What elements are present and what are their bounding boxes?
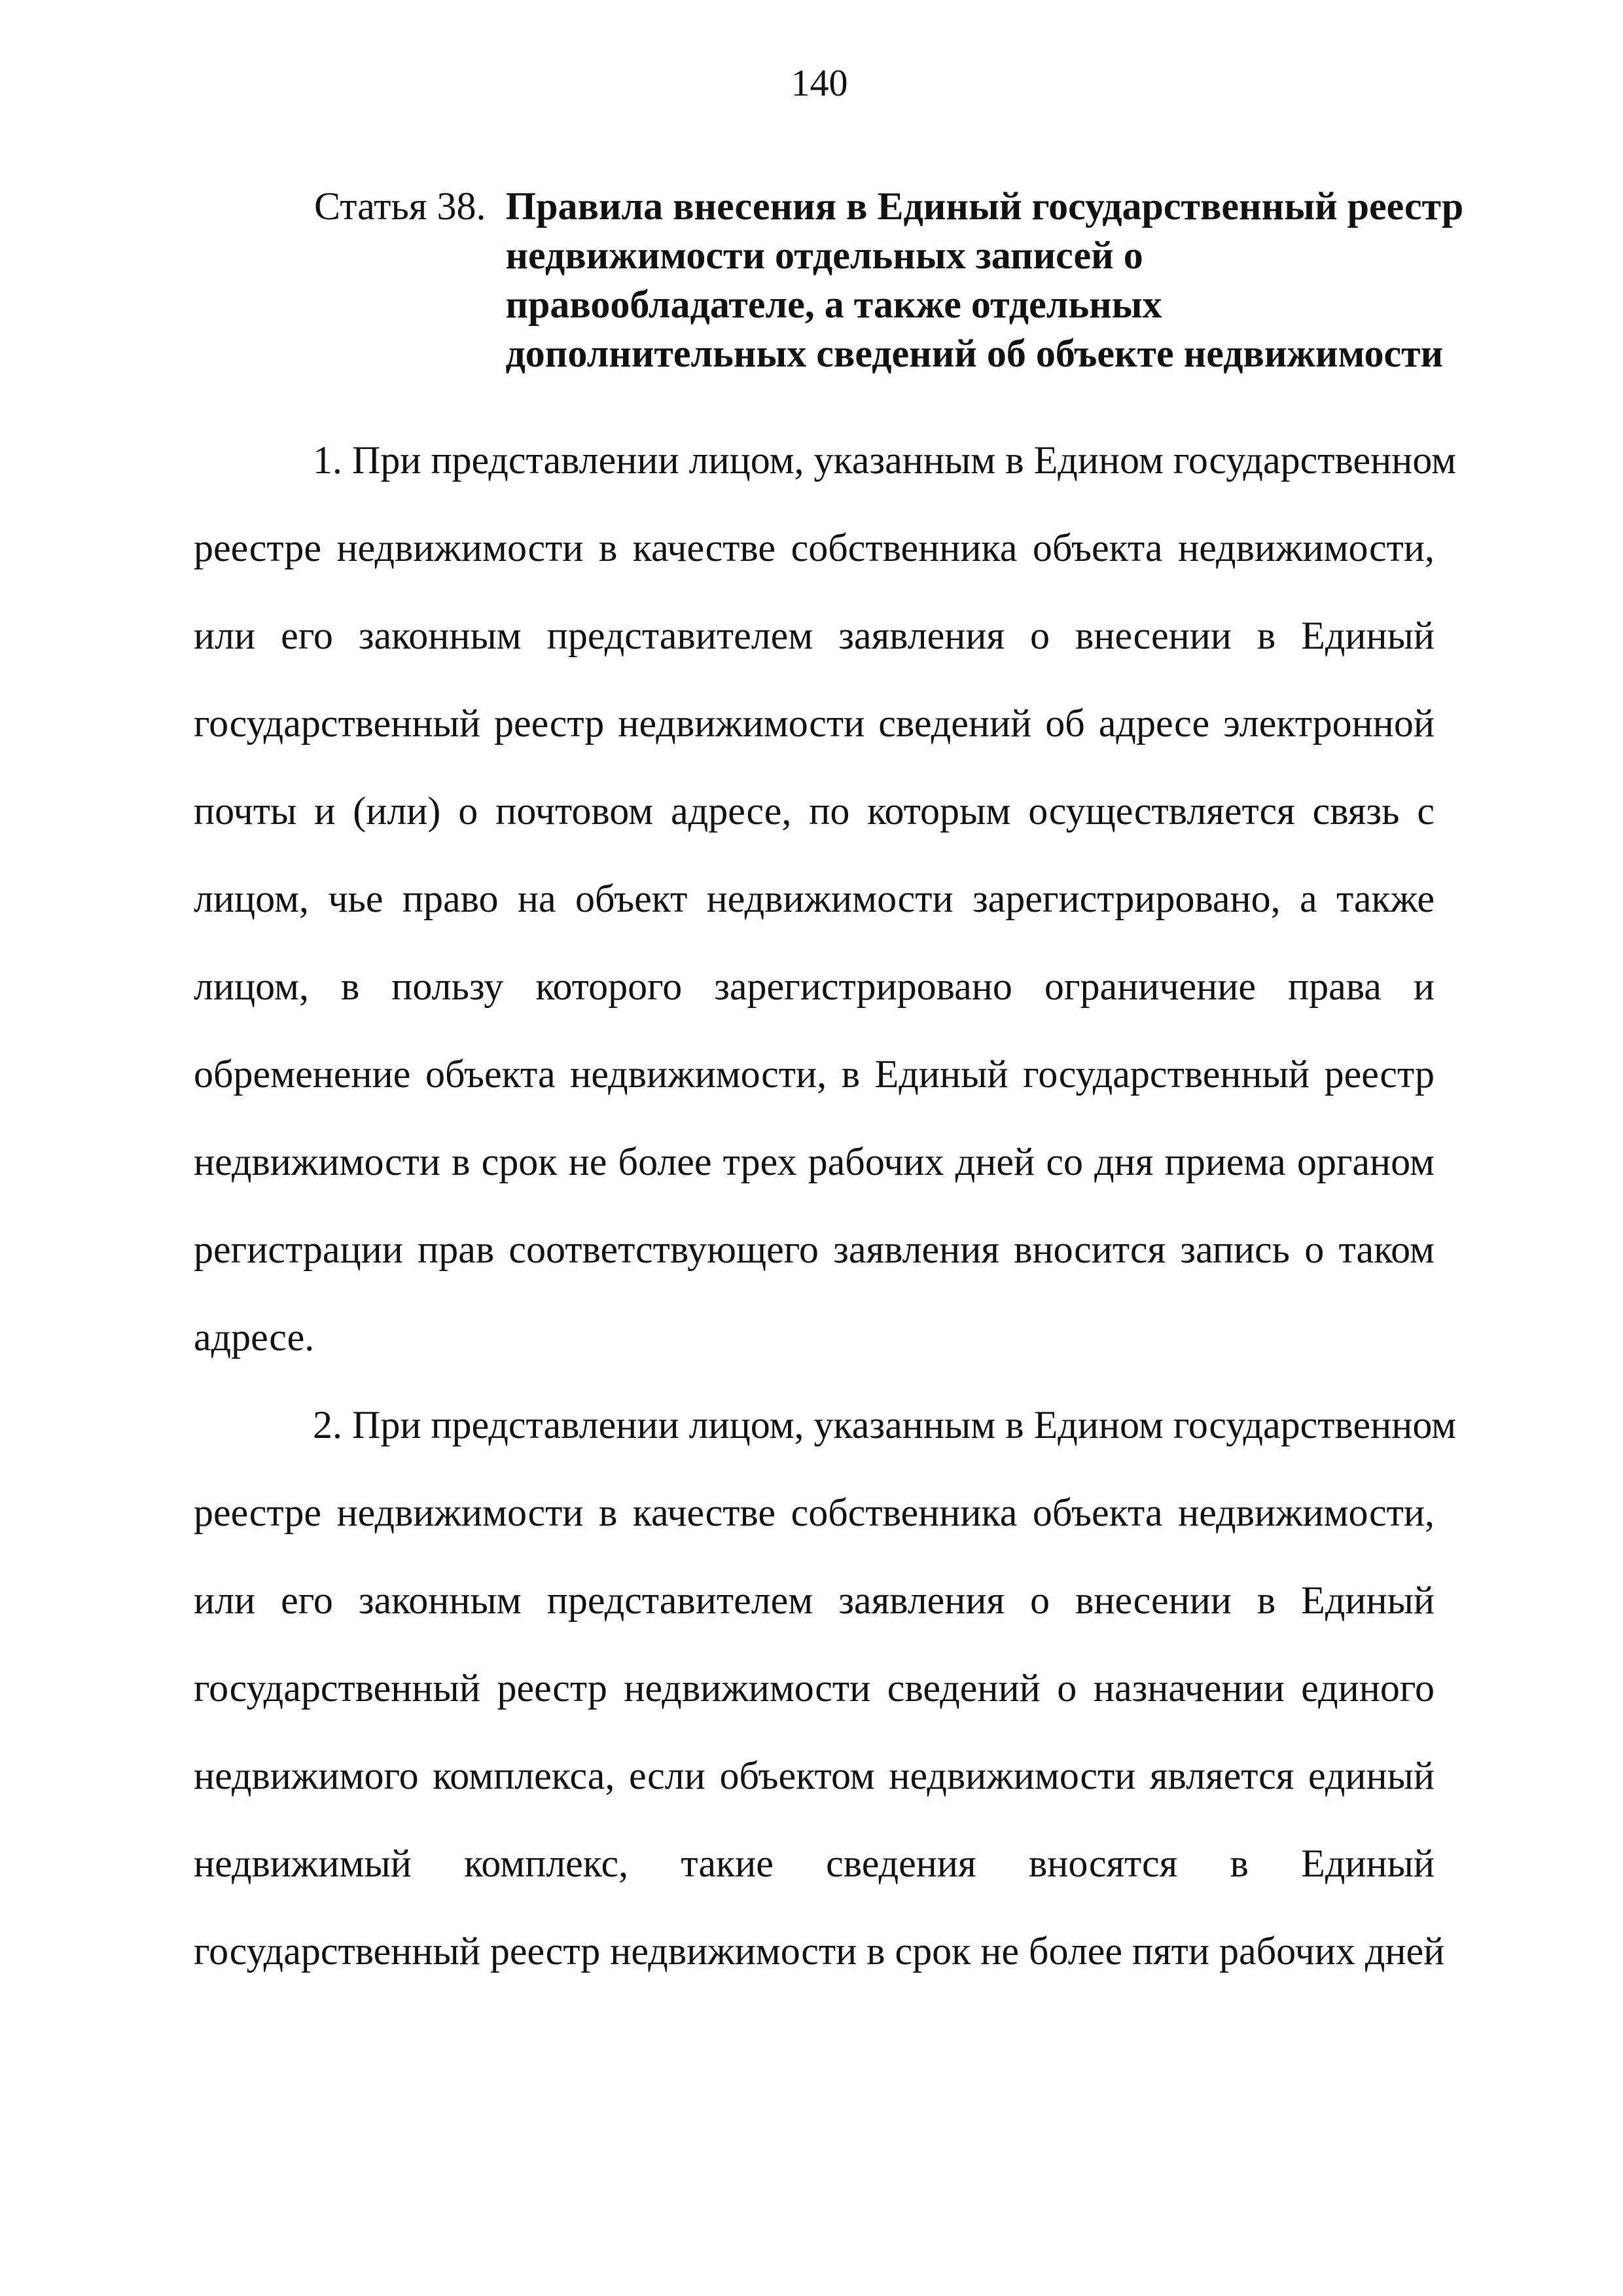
text-line: 2. При представлении лицом, указанным в Едином государственном xyxy=(313,1403,1457,1446)
text-line: государственный реестр недвижимости сведений о назначении единого xyxy=(194,1666,1435,1710)
text-line: реестре недвижимости в качестве собственника объекта недвижимости, xyxy=(194,526,1435,569)
text-line: или его законным представителем заявления о внесении в Единый xyxy=(194,1579,1435,1622)
article-title xyxy=(505,182,1463,378)
article-label: Статья 38. xyxy=(314,185,486,228)
text-line: реестре недвижимости в качестве собственника объекта недвижимости, xyxy=(194,1491,1435,1534)
text-line: или его законным представителем заявления о внесении в Единый xyxy=(194,614,1435,657)
text-line: недвижимого комплекса, если объектом недвижимости является единый xyxy=(194,1754,1435,1797)
article-title-line: недвижимости отдельных записей о xyxy=(505,234,1143,277)
article-title-line: дополнительных сведений об объекте недвижимости xyxy=(505,332,1444,375)
article-title-line: Правила внесения в Единый государственный реестр xyxy=(505,185,1464,228)
paragraph-1 xyxy=(194,416,1457,1381)
text-line: лицом, чье право на объект недвижимости зарегистрировано, а также xyxy=(194,877,1435,920)
page-number: 140 xyxy=(791,62,848,104)
article-body xyxy=(194,416,1457,1995)
article-header xyxy=(314,182,1479,378)
text-line: 1. При представлении лицом, указанным в Едином государственном xyxy=(313,439,1457,482)
text-line: государственный реестр недвижимости в срок не более пяти рабочих дней xyxy=(194,1929,1445,1973)
text-line: недвижимости в срок не более трех рабочих дней со дня приема органом xyxy=(194,1140,1435,1183)
article-title-line: правообладателе, а также отдельных xyxy=(505,283,1162,326)
text-line: регистрации прав соответствующего заявления вносится запись о таком xyxy=(194,1228,1435,1271)
text-line: государственный реестр недвижимости сведений об адресе электронной xyxy=(194,702,1435,745)
text-line: недвижимый комплекс, такие сведения вносятся в Единый xyxy=(194,1842,1435,1885)
text-line: лицом, в пользу которого зарегистрировано ограничение права и xyxy=(194,965,1435,1008)
text-line: почты и (или) о почтовом адресе, по которым осуществляется связь с xyxy=(194,789,1435,833)
paragraph-2 xyxy=(194,1381,1457,1995)
text-line: обременение объекта недвижимости, в Единый государственный реестр xyxy=(194,1052,1435,1096)
text-line: адресе. xyxy=(194,1316,315,1359)
